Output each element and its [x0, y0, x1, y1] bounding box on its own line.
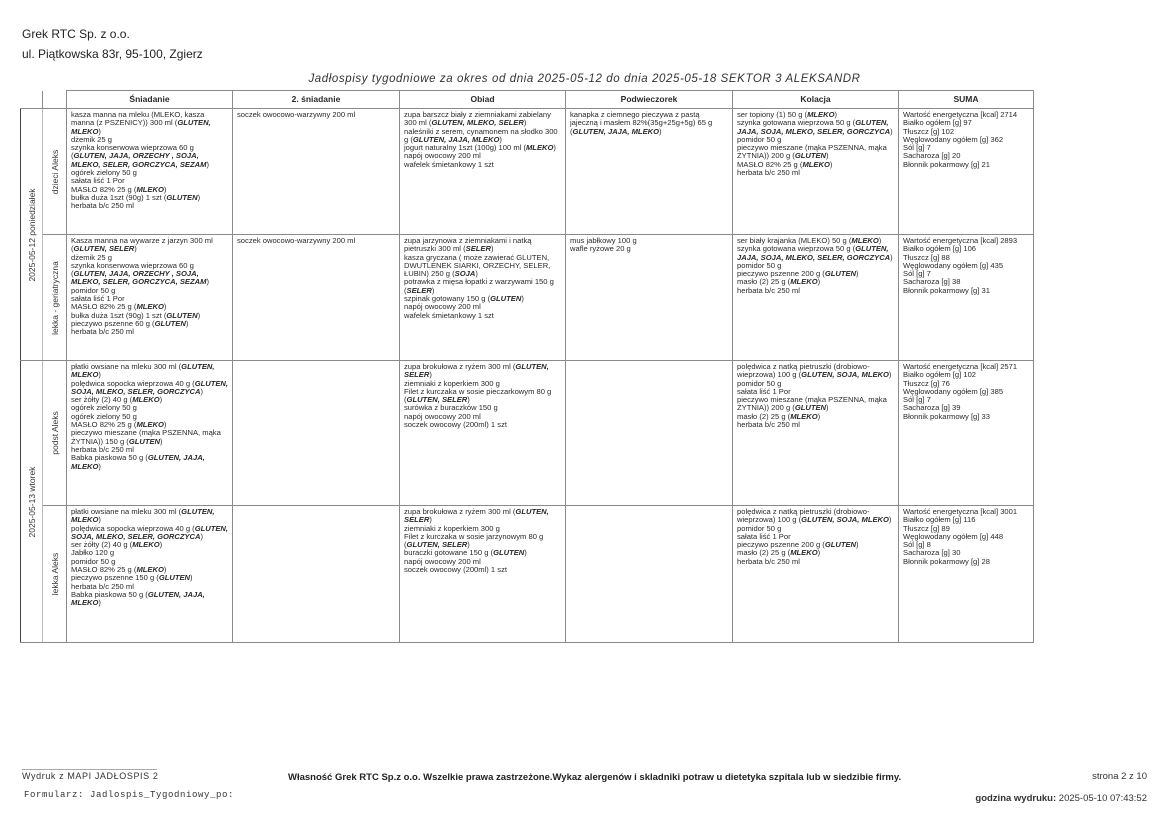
cell-obiad: [400, 235, 566, 361]
menu-item: MASŁO 82% 25 g (MLEKO): [737, 159, 833, 169]
menu-item: płatki owsiane na mleku 300 ml (GLUTEN, MLEKO): [71, 507, 215, 525]
allergen-list: SELER: [406, 285, 432, 295]
allergen-list: GLUTEN: [493, 548, 525, 558]
menu-item: Białko ogółem [g] 97: [903, 118, 972, 128]
menu-item: Białko ogółem [g] 116: [903, 515, 976, 525]
menu-item: ser topiony (1) 50 g (MLEKO): [737, 110, 838, 119]
allergen-list: GLUTEN, SELER: [73, 244, 135, 254]
menu-item: pomidor 50 g: [737, 378, 782, 388]
menu-item: Filet z kurczaka w sosie jarzynowym 80 g (GLUTEN, SELER): [404, 531, 544, 550]
allergen-list: GLUTEN: [154, 318, 186, 328]
allergen-list: GLUTEN, SOJA, MLEKO, SELER, GORCZYCA: [71, 523, 229, 541]
col-header-kolacja: Kolacja: [733, 91, 899, 109]
menu-item: pieczywo mieszane (mąka PSZENNA, mąka ŻYTNIA)) 150 g (GLUTEN): [71, 428, 221, 446]
allergen-list: GLUTEN, SELER: [406, 540, 468, 550]
menu-item: szynka gotowana wieprzowa 50 g (GLUTEN, JAJA, SOJA, MLEKO, SELER, GORCZYCA): [737, 244, 893, 262]
diet-label: lekka - geriatryczna: [49, 260, 60, 335]
allergen-list: GLUTEN, MLEKO: [71, 507, 215, 525]
menu-item: Sól [g] 7: [903, 395, 931, 405]
menu-item: soczek owocowo-warzywny 200 ml: [237, 236, 356, 245]
allergen-list: GLUTEN, SOJA, MLEKO: [801, 515, 889, 525]
menu-item: ser biały krajanka (MLEKO) 50 g (MLEKO): [737, 236, 882, 245]
allergen-list: MLEKO: [790, 548, 818, 558]
allergen-list: MLEKO: [525, 143, 554, 153]
allergen-list: MLEKO: [136, 565, 164, 575]
menu-item: Filet z kurczaka w sosie pieczarkowym 80 g (GLUTEN, SELER): [404, 386, 552, 405]
menu-item: jogurt naturalny 1szt (100g) 100 ml (MLEKO): [404, 143, 556, 153]
cell-2-sniadanie: [233, 506, 400, 643]
allergen-list: GLUTEN, MLEKO: [71, 362, 215, 380]
menu-item: masło (2) 25 g (MLEKO): [737, 277, 821, 287]
menu-item: ogórek zielony 50 g: [71, 403, 137, 413]
menu-item: Błonnik pokarmowy [g] 28: [903, 556, 990, 566]
menu-item: Węglowodany ogółem [g] 385: [903, 386, 1004, 396]
col-header-obiad: Obiad: [400, 91, 566, 109]
menu-item: płatki owsiane na mleku 300 ml (GLUTEN, MLEKO): [71, 362, 215, 380]
menu-item: Sacharoza [g] 39: [903, 403, 961, 413]
menu-item: masło (2) 25 g (MLEKO): [737, 548, 821, 558]
cell-podwieczorek: [566, 235, 733, 361]
allergen-list: SELER: [465, 244, 491, 254]
menu-item: pieczywo mieszane (mąka PSZENNA, mąka ŻYTNIA)) 200 g (GLUTEN): [737, 143, 887, 161]
menu-item: Wartość energetyczna [kcal] 3001: [903, 507, 1018, 516]
menu-item: buraczki gotowane 150 g (GLUTEN): [404, 548, 527, 558]
cell-suma: [899, 361, 1034, 506]
menu-item: soczek owocowo-warzywny 200 ml: [237, 110, 356, 119]
menu-item: mus jabłkowy 100 g: [570, 236, 637, 245]
menu-item: dżemik 25 g: [71, 134, 112, 144]
allergen-list: MLEKO: [136, 302, 164, 312]
menu-item: MASŁO 82% 25 g (MLEKO): [71, 420, 167, 430]
menu-item: wafelek śmietankowy 1 szt: [404, 159, 494, 169]
menu-item: Tłuszcz [g] 89: [903, 523, 950, 533]
menu-item: ser żółty (2) 40 g (MLEKO): [71, 395, 163, 405]
cell-kolacja: [733, 506, 899, 643]
menu-item: pieczywo mieszane (mąka PSZENNA, mąka ŻYTNIA)) 200 g (GLUTEN): [737, 395, 887, 413]
cell-podwieczorek: [566, 361, 733, 506]
allergen-list: GLUTEN, MLEKO: [71, 118, 211, 136]
cell-obiad: [400, 109, 566, 235]
menu-item: pomidor 50 g: [737, 134, 782, 144]
allergen-list: MLEKO: [790, 277, 818, 287]
header-blank: [21, 91, 43, 109]
diet-label: dzieci Aleks: [49, 149, 60, 194]
menu-item: Węglowodany ogółem [g] 448: [903, 531, 1004, 541]
menu-item: Wartość energetyczna [kcal] 2714: [903, 110, 1018, 119]
menu-item: wafelek śmietankowy 1 szt: [404, 310, 494, 320]
menu-item: ser żółty (2) 40 g (MLEKO): [71, 540, 163, 550]
cell-sniadanie: [67, 361, 233, 506]
menu-item: napój owocowy 200 ml: [404, 411, 481, 421]
menu-item: herbata b/c 250 ml: [71, 581, 134, 591]
menu-item: kasza gryczana ( może zawierać GLUTEN, DWUTLENEK SIARKI, ORZECHY, SELER, ŁUBIN) 250 g (SOJA): [404, 252, 551, 279]
menu-item: pomidor 50 g: [71, 556, 116, 566]
allergen-list: GLUTEN, JAJA, SOJA, MLEKO, SELER, GORCZYCA: [737, 244, 891, 262]
menu-item: ogórek zielony 50 g: [71, 411, 137, 421]
cell-kolacja: [733, 361, 899, 506]
diet-label-cell: [43, 109, 67, 235]
menu-item: kasza manna na mleku (MLEKO, kasza manna (z PSZENICY)) 300 ml (GLUTEN, MLEKO): [71, 110, 211, 136]
cell-kolacja: [733, 109, 899, 235]
menu-item: herbata b/c 250 ml: [71, 201, 134, 211]
allergen-list: GLUTEN: [166, 310, 198, 320]
menu-item: pieczywo pszenne 60 g (GLUTEN): [71, 318, 189, 328]
footer-rule: [22, 769, 157, 770]
menu-item: herbata b/c 250 ml: [71, 444, 134, 454]
menu-item: pieczywo pszenne 200 g (GLUTEN): [737, 540, 859, 550]
menu-item: polędwica sopocka wieprzowa 40 g (GLUTEN, SOJA, MLEKO, SELER, GORCZYCA): [71, 523, 229, 541]
menu-item: pomidor 50 g: [71, 285, 116, 295]
menu-item: polędwica z natką pietruszki (drobiowo-wieprzowa) 100 g (GLUTEN, SOJA, MLEKO): [737, 507, 892, 525]
diet-label: lekka Aleks: [49, 552, 60, 596]
allergen-list: GLUTEN, SELER: [404, 362, 549, 380]
allergen-list: GLUTEN, SOJA, MLEKO: [801, 370, 889, 380]
menu-item: Błonnik pokarmowy [g] 31: [903, 285, 990, 295]
menu-item: ziemniaki z koperkiem 300 g: [404, 523, 500, 533]
menu-item: soczek owocowy (200ml) 1 szt: [404, 565, 507, 575]
menu-item: napój owocowy 200 ml: [404, 151, 481, 161]
menu-item: polędwica z natką pietruszki (drobiowo-wieprzowa) 100 g (GLUTEN, SOJA, MLEKO): [737, 362, 892, 380]
menu-item: naleśniki z serem, cynamonem na słodko 300 g (GLUTEN, JAJA, MLEKO): [404, 126, 558, 144]
menu-item: napój owocowy 200 ml: [404, 556, 481, 566]
allergen-list: MLEKO: [802, 159, 830, 169]
allergen-list: GLUTEN, SELER: [406, 395, 468, 405]
allergen-list: GLUTEN, SOJA, MLEKO, SELER, GORCZYCA: [71, 378, 229, 396]
menu-item: pieczywo pszenne 150 g (GLUTEN): [71, 573, 193, 583]
menu-item: pomidor 50 g: [737, 523, 782, 533]
menu-item: polędwica sopocka wieprzowa 40 g (GLUTEN, SOJA, MLEKO, SELER, GORCZYCA): [71, 378, 229, 396]
cell-sniadanie: [67, 109, 233, 235]
menu-item: Tłuszcz [g] 88: [903, 252, 950, 262]
cell-obiad: [400, 506, 566, 643]
print-time-label: godzina wydruku:: [975, 793, 1057, 804]
menu-item: Babka piaskowa 50 g (GLUTEN, JAJA, MLEKO): [71, 453, 205, 471]
menu-item: Sól [g] 8: [903, 540, 931, 550]
menu-item: zupa jarzynowa z ziemniakami i natką pietruszki 300 ml (SELER): [404, 236, 532, 254]
menu-item: Białko ogółem [g] 102: [903, 370, 977, 380]
col-header-suma: SUMA: [899, 91, 1034, 109]
menu-item: ziemniaki z koperkiem 300 g: [404, 378, 500, 388]
day-label-cell: [21, 361, 43, 643]
menu-item: herbata b/c 250 ml: [737, 420, 800, 430]
cell-sniadanie: [67, 235, 233, 361]
cell-suma: [899, 235, 1034, 361]
menu-item: MASŁO 82% 25 g (MLEKO): [71, 302, 167, 312]
cell-obiad: [400, 361, 566, 506]
allergen-list: MLEKO: [136, 184, 164, 194]
company-header: [22, 24, 203, 64]
col-header-2-sniadanie: 2. śniadanie: [233, 91, 400, 109]
menu-item: Sacharoza [g] 20: [903, 151, 961, 161]
allergen-list: GLUTEN: [158, 573, 191, 583]
menu-item: Tłuszcz [g] 102: [903, 126, 955, 136]
menu-item: szynka gotowana wieprzowa 50 g (GLUTEN, JAJA, SOJA, MLEKO, SELER, GORCZYCA): [737, 118, 893, 136]
allergen-list: MLEKO: [132, 540, 160, 550]
menu-item: herbata b/c 250 ml: [737, 556, 800, 566]
cell-2-sniadanie: [233, 235, 400, 361]
allergen-list: GLUTEN: [128, 436, 161, 446]
table-row: [21, 109, 1034, 235]
allergen-list: GLUTEN, SELER: [404, 507, 549, 525]
day-label: 2025-05-13 wtorek: [26, 466, 37, 537]
allergen-list: GLUTEN: [824, 540, 857, 550]
menu-item: Błonnik pokarmowy [g] 21: [903, 159, 990, 169]
menu-item: herbata b/c 250 ml: [737, 168, 800, 178]
table-row: [21, 506, 1034, 643]
allergen-list: GLUTEN, JAJA, MLEKO: [71, 589, 205, 608]
cell-suma: [899, 109, 1034, 235]
col-header-podwieczorek: Podwieczorek: [566, 91, 733, 109]
menu-item: zupa brokułowa z ryżem 300 ml (GLUTEN, SELER): [404, 507, 549, 525]
allergen-list: MLEKO: [132, 395, 160, 405]
print-time-value: 2025-05-10 07:43:52: [1058, 793, 1147, 804]
cell-podwieczorek: [566, 109, 733, 235]
allergen-list: SOJA: [454, 269, 476, 279]
menu-item: pomidor 50 g: [737, 260, 782, 270]
allergen-list: GLUTEN: [794, 151, 827, 161]
menu-item: ogórek zielony 50 g: [71, 168, 137, 178]
footer-rights: Własność Grek RTC Sp.z o.o. Wszelkie prawa zastrzeżone.Wykaz alergenów i skladniki potraw u dietetyka szpitala lub w siedzibie firmy.: [288, 772, 902, 783]
menu-table: [20, 90, 1034, 643]
footer-source-text: Wydruk z MAPI JADŁOSPIS 2: [22, 771, 159, 781]
menu-item: Wartość energetyczna [kcal] 2571: [903, 362, 1018, 371]
allergen-list: GLUTEN, JAJA, ORZECHY , SOJA, MLEKO, SELER, GORCZYCA, SEZAM: [71, 269, 207, 287]
menu-item: Węglowodany ogółem [g] 435: [903, 260, 1004, 270]
menu-item: Babka piaskowa 50 g (GLUTEN, JAJA, MLEKO): [71, 589, 205, 608]
menu-item: Sól [g] 7: [903, 269, 931, 279]
allergen-list: MLEKO: [790, 411, 818, 421]
menu-item: pieczywo pszenne 200 g (GLUTEN): [737, 269, 859, 279]
allergen-list: GLUTEN: [166, 192, 198, 202]
menu-item: szynka konserwowa wieprzowa 60 g (GLUTEN, JAJA, ORZECHY , SOJA, MLEKO, SELER, GORCZYCA, SEZAM): [71, 260, 209, 287]
menu-item: napój owocowy 200 ml: [404, 302, 481, 312]
page-number: strona 2 z 10: [1092, 771, 1147, 782]
menu-item: sałata liść 1 Por: [71, 176, 125, 186]
menu-item: Kasza manna na wywarze z jarzyn 300 ml (GLUTEN, SELER): [71, 236, 213, 254]
menu-item: kanapka z ciemnego pieczywa z pastą jajeczną i masłem 82%(35g+25g+5g) 65 g (GLUTEN, JAJA, MLEKO): [570, 110, 713, 136]
company-name: Grek RTC Sp. z o.o.: [22, 27, 130, 41]
menu-item: Sacharoza [g] 30: [903, 548, 961, 558]
allergen-list: MLEKO: [851, 236, 879, 245]
footer-source: [22, 771, 158, 781]
table-row: [21, 361, 1034, 506]
menu-item: sałata liść 1 Por: [71, 294, 125, 304]
company-address: ul. Piątkowska 83r, 95-100, Zgierz: [22, 47, 203, 61]
allergen-list: GLUTEN, JAJA, SOJA, MLEKO, SELER, GORCZYCA: [737, 118, 891, 136]
menu-item: wafle ryżowe 20 g: [570, 244, 631, 254]
menu-item: bułka duża 1szt (90g) 1 szt (GLUTEN): [71, 192, 201, 202]
menu-item: dżemik 25 g: [71, 252, 112, 262]
menu-item: MASŁO 82% 25 g (MLEKO): [71, 184, 167, 194]
menu-item: szynka konserwowa wieprzowa 60 g (GLUTEN, JAJA, ORZECHY , SOJA, MLEKO, SELER, GORCZYCA, SEZAM): [71, 143, 209, 169]
menu-item: Węglowodany ogółem [g] 362: [903, 134, 1004, 144]
header-blank: [43, 91, 67, 109]
footer-form: Formularz: Jadlospis_Tygodniowy_po:: [24, 790, 235, 800]
diet-label-cell: [43, 506, 67, 643]
allergen-list: GLUTEN, MLEKO, SELER: [431, 118, 524, 128]
cell-2-sniadanie: [233, 109, 400, 235]
table-row: [21, 235, 1034, 361]
menu-item: Sól [g] 7: [903, 143, 931, 153]
menu-item: Błonnik pokarmowy [g] 33: [903, 411, 990, 421]
allergen-list: GLUTEN, JAJA, MLEKO: [71, 453, 205, 471]
menu-item: sałata liść 1 Por: [737, 531, 791, 541]
diet-label-cell: [43, 361, 67, 506]
allergen-list: GLUTEN, JAJA, MLEKO: [412, 134, 500, 144]
menu-item: Jabłko 120 g: [71, 548, 115, 558]
menu-item: herbata b/c 250 ml: [737, 285, 800, 295]
cell-suma: [899, 506, 1034, 643]
cell-podwieczorek: [566, 506, 733, 643]
cell-2-sniadanie: [233, 361, 400, 506]
cell-kolacja: [733, 235, 899, 361]
menu-item: Białko ogółem [g] 106: [903, 244, 977, 254]
page-title: Jadłospisy tygodniowe za okres od dnia 2025-05-12 do dnia 2025-05-18 SEKTOR 3 ALEKSANDR: [308, 73, 861, 85]
menu-item: sałata liść 1 Por: [737, 386, 791, 396]
allergen-list: GLUTEN: [824, 269, 857, 279]
diet-label: podst Aleks: [49, 411, 60, 455]
allergen-list: GLUTEN: [490, 294, 522, 304]
menu-item: zupa brokułowa z ryżem 300 ml (GLUTEN, SELER): [404, 362, 549, 380]
allergen-list: MLEKO: [136, 420, 164, 430]
menu-item: Sacharoza [g] 38: [903, 277, 961, 287]
menu-item: Tłuszcz [g] 76: [903, 378, 950, 388]
menu-item: surówka z buraczków 150 g: [404, 403, 498, 413]
allergen-list: MLEKO: [807, 110, 835, 119]
allergen-list: GLUTEN, JAJA, MLEKO: [572, 126, 660, 136]
cell-sniadanie: [67, 506, 233, 643]
allergen-list: GLUTEN: [794, 403, 827, 413]
menu-item: masło (2) 25 g (MLEKO): [737, 411, 821, 421]
col-header-sniadanie: Śniadanie: [67, 91, 233, 109]
print-time: [975, 793, 1147, 804]
day-label: 2025-05-12 poniedziałek: [26, 187, 37, 282]
allergen-list: GLUTEN, JAJA, ORZECHY , SOJA, MLEKO, SELER, GORCZYCA, SEZAM: [71, 151, 207, 169]
menu-item: szpinak gotowany 150 g (GLUTEN): [404, 294, 524, 304]
day-label-cell: [21, 109, 43, 361]
menu-item: potrawka z mięsa łopatki z warzywami 150 g (SELER): [404, 277, 554, 295]
menu-item: Wartość energetyczna [kcal] 2893: [903, 236, 1018, 245]
diet-label-cell: [43, 235, 67, 361]
header-row: [21, 91, 1034, 109]
menu-item: soczek owocowy (200ml) 1 szt: [404, 420, 507, 430]
menu-item: MASŁO 82% 25 g (MLEKO): [71, 565, 167, 575]
menu-item: herbata b/c 250 ml: [71, 327, 134, 337]
menu-item: bułka duża 1szt (90g) 1 szt (GLUTEN): [71, 310, 201, 320]
menu-item: zupa barszcz biały z ziemniakami zabielany 300 ml (GLUTEN, MLEKO, SELER): [404, 110, 551, 128]
